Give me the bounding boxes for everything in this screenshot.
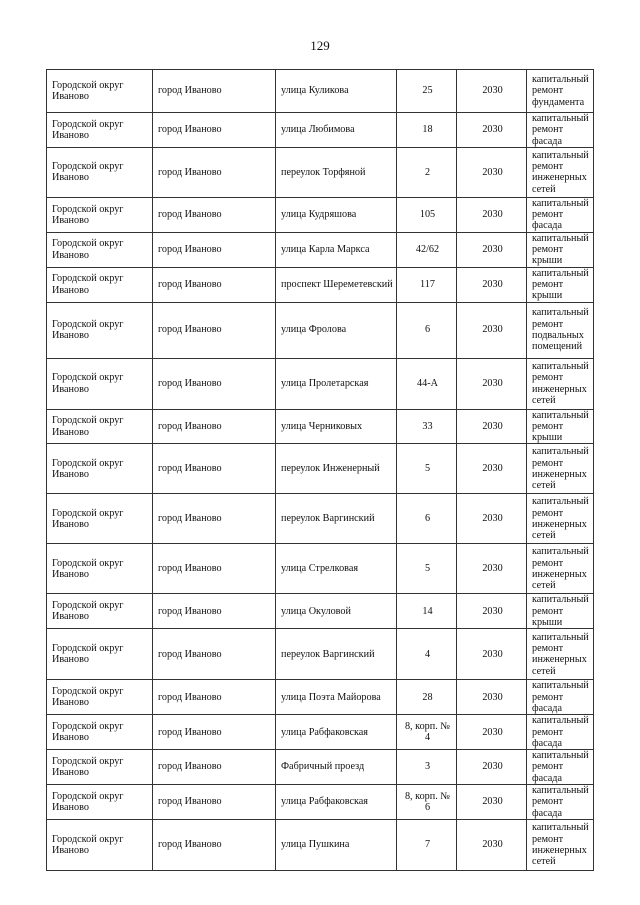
street-cell: улица Окуловой xyxy=(276,594,397,629)
table-row xyxy=(47,197,594,232)
district-cell: Городской округ Иваново xyxy=(47,544,153,594)
year-cell: 2030 xyxy=(457,680,527,715)
house-number-cell: 25 xyxy=(397,70,457,113)
work-type-cell: капитальный ремонт крыши xyxy=(527,594,594,629)
work-type-cell: капитальный ремонт инженерных сетей xyxy=(527,819,594,870)
district-cell: Городской округ Иваново xyxy=(47,147,153,197)
house-number-cell: 5 xyxy=(397,444,457,494)
district-cell: Городской округ Иваново xyxy=(47,750,153,785)
work-type-cell: капитальный ремонт фасада xyxy=(527,197,594,232)
table-row xyxy=(47,629,594,680)
district-cell: Городской округ Иваново xyxy=(47,267,153,302)
house-number-cell: 3 xyxy=(397,750,457,785)
year-cell: 2030 xyxy=(457,785,527,820)
table-row xyxy=(47,715,594,750)
house-number-cell: 14 xyxy=(397,594,457,629)
district-cell: Городской округ Иваново xyxy=(47,358,153,409)
work-type-cell: капитальный ремонт инженерных сетей xyxy=(527,147,594,197)
house-number-cell: 6 xyxy=(397,494,457,544)
city-cell: город Иваново xyxy=(153,232,276,267)
table-row xyxy=(47,750,594,785)
district-cell: Городской округ Иваново xyxy=(47,594,153,629)
house-number-cell: 8, корп. № 4 xyxy=(397,715,457,750)
table-row xyxy=(47,594,594,629)
district-cell: Городской округ Иваново xyxy=(47,302,153,358)
house-number-cell: 117 xyxy=(397,267,457,302)
house-number-cell: 18 xyxy=(397,113,457,148)
house-number-cell: 42/62 xyxy=(397,232,457,267)
work-type-cell: капитальный ремонт инженерных сетей xyxy=(527,494,594,544)
city-cell: город Иваново xyxy=(153,147,276,197)
table-row xyxy=(47,494,594,544)
work-type-cell: капитальный ремонт фасада xyxy=(527,715,594,750)
street-cell: улица Пролетарская xyxy=(276,358,397,409)
street-cell: улица Любимова xyxy=(276,113,397,148)
work-type-cell: капитальный ремонт крыши xyxy=(527,267,594,302)
house-number-cell: 6 xyxy=(397,302,457,358)
city-cell: город Иваново xyxy=(153,444,276,494)
city-cell: город Иваново xyxy=(153,358,276,409)
district-cell: Городской округ Иваново xyxy=(47,715,153,750)
work-type-cell: капитальный ремонт крыши xyxy=(527,232,594,267)
year-cell: 2030 xyxy=(457,629,527,680)
city-cell: город Иваново xyxy=(153,715,276,750)
year-cell: 2030 xyxy=(457,232,527,267)
year-cell: 2030 xyxy=(457,70,527,113)
city-cell: город Иваново xyxy=(153,785,276,820)
table-row xyxy=(47,70,594,113)
street-cell: улица Рабфаковская xyxy=(276,715,397,750)
work-type-cell: капитальный ремонт фундамента xyxy=(527,70,594,113)
table-row xyxy=(47,358,594,409)
table-row xyxy=(47,302,594,358)
table-row xyxy=(47,267,594,302)
table-row xyxy=(47,444,594,494)
table-row xyxy=(47,147,594,197)
city-cell: город Иваново xyxy=(153,267,276,302)
table-row xyxy=(47,819,594,870)
year-cell: 2030 xyxy=(457,267,527,302)
year-cell: 2030 xyxy=(457,302,527,358)
city-cell: город Иваново xyxy=(153,409,276,444)
house-number-cell: 105 xyxy=(397,197,457,232)
table-row xyxy=(47,409,594,444)
city-cell: город Иваново xyxy=(153,819,276,870)
city-cell: город Иваново xyxy=(153,494,276,544)
street-cell: улица Фролова xyxy=(276,302,397,358)
street-cell: улица Карла Маркса xyxy=(276,232,397,267)
year-cell: 2030 xyxy=(457,750,527,785)
city-cell: город Иваново xyxy=(153,629,276,680)
house-number-cell: 2 xyxy=(397,147,457,197)
page-number: 129 xyxy=(310,38,330,53)
city-cell: город Иваново xyxy=(153,197,276,232)
work-type-cell: капитальный ремонт инженерных сетей xyxy=(527,358,594,409)
year-cell: 2030 xyxy=(457,113,527,148)
street-cell: проспект Шереметевский xyxy=(276,267,397,302)
year-cell: 2030 xyxy=(457,819,527,870)
table-row xyxy=(47,680,594,715)
year-cell: 2030 xyxy=(457,544,527,594)
work-type-cell: капитальный ремонт фасада xyxy=(527,680,594,715)
year-cell: 2030 xyxy=(457,594,527,629)
district-cell: Городской округ Иваново xyxy=(47,785,153,820)
street-cell: улица Рабфаковская xyxy=(276,785,397,820)
table-row xyxy=(47,785,594,820)
street-cell: улица Стрелковая xyxy=(276,544,397,594)
district-cell: Городской округ Иваново xyxy=(47,819,153,870)
street-cell: Фабричный проезд xyxy=(276,750,397,785)
work-type-cell: капитальный ремонт инженерных сетей xyxy=(527,444,594,494)
work-type-cell: капитальный ремонт фасада xyxy=(527,113,594,148)
street-cell: улица Поэта Майорова xyxy=(276,680,397,715)
work-type-cell: капитальный ремонт инженерных сетей xyxy=(527,629,594,680)
year-cell: 2030 xyxy=(457,494,527,544)
district-cell: Городской округ Иваново xyxy=(47,409,153,444)
house-number-cell: 8, корп. № 6 xyxy=(397,785,457,820)
district-cell: Городской округ Иваново xyxy=(47,444,153,494)
year-cell: 2030 xyxy=(457,444,527,494)
house-number-cell: 28 xyxy=(397,680,457,715)
street-cell: переулок Инженерный xyxy=(276,444,397,494)
table-row xyxy=(47,544,594,594)
street-cell: улица Черниковых xyxy=(276,409,397,444)
district-cell: Городской округ Иваново xyxy=(47,232,153,267)
city-cell: город Иваново xyxy=(153,544,276,594)
table-row xyxy=(47,113,594,148)
house-number-cell: 33 xyxy=(397,409,457,444)
year-cell: 2030 xyxy=(457,197,527,232)
district-cell: Городской округ Иваново xyxy=(47,494,153,544)
city-cell: город Иваново xyxy=(153,680,276,715)
house-number-cell: 44-А xyxy=(397,358,457,409)
table-row xyxy=(47,232,594,267)
work-type-cell: капитальный ремонт фасада xyxy=(527,785,594,820)
work-type-cell: капитальный ремонт подвальных помещений xyxy=(527,302,594,358)
city-cell: город Иваново xyxy=(153,70,276,113)
repair-schedule-table xyxy=(46,69,594,871)
district-cell: Городской округ Иваново xyxy=(47,70,153,113)
house-number-cell: 5 xyxy=(397,544,457,594)
district-cell: Городской округ Иваново xyxy=(47,197,153,232)
street-cell: переулок Варгинский xyxy=(276,494,397,544)
district-cell: Городской округ Иваново xyxy=(47,113,153,148)
district-cell: Городской округ Иваново xyxy=(47,680,153,715)
work-type-cell: капитальный ремонт инженерных сетей xyxy=(527,544,594,594)
street-cell: переулок Варгинский xyxy=(276,629,397,680)
year-cell: 2030 xyxy=(457,409,527,444)
house-number-cell: 4 xyxy=(397,629,457,680)
city-cell: город Иваново xyxy=(153,113,276,148)
street-cell: улица Пушкина xyxy=(276,819,397,870)
work-type-cell: капитальный ремонт крыши xyxy=(527,409,594,444)
street-cell: улица Кудряшова xyxy=(276,197,397,232)
work-type-cell: капитальный ремонт фасада xyxy=(527,750,594,785)
street-cell: переулок Торфяной xyxy=(276,147,397,197)
street-cell: улица Куликова xyxy=(276,70,397,113)
year-cell: 2030 xyxy=(457,147,527,197)
year-cell: 2030 xyxy=(457,715,527,750)
year-cell: 2030 xyxy=(457,358,527,409)
city-cell: город Иваново xyxy=(153,302,276,358)
city-cell: город Иваново xyxy=(153,750,276,785)
city-cell: город Иваново xyxy=(153,594,276,629)
district-cell: Городской округ Иваново xyxy=(47,629,153,680)
house-number-cell: 7 xyxy=(397,819,457,870)
